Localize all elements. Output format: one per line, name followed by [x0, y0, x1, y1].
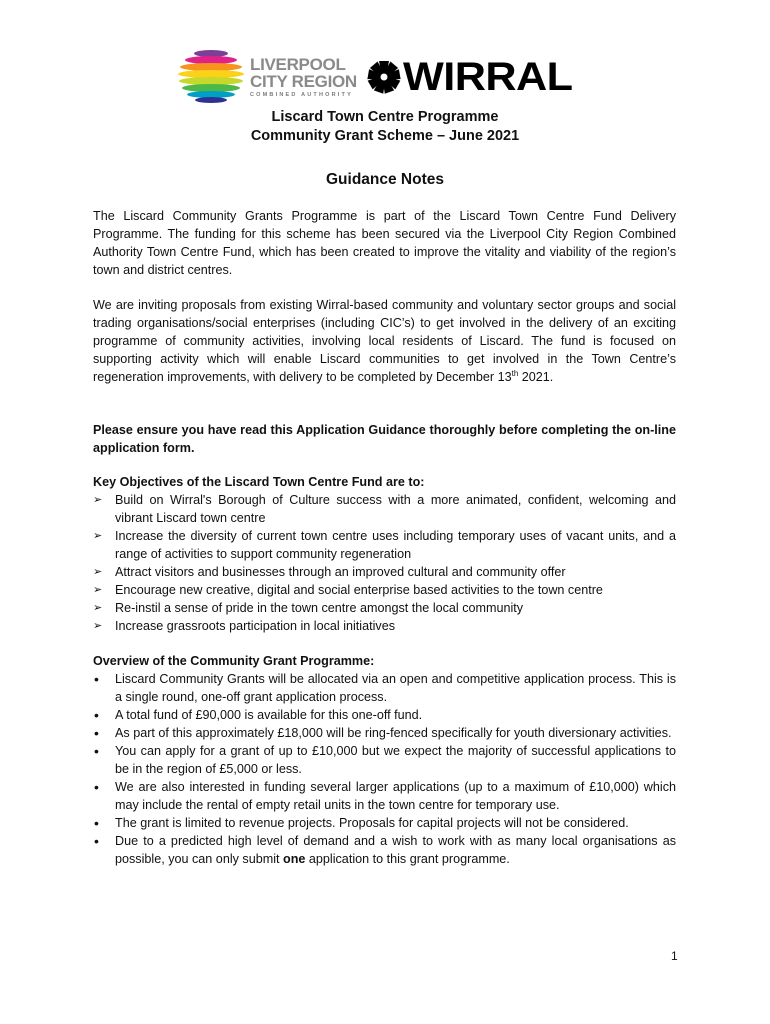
- list-item: [93, 563, 676, 581]
- ordinal-suffix: th: [511, 368, 519, 378]
- list-item-text-end: application to this grant programme.: [305, 852, 510, 866]
- arrow-bullet-icon: ➢: [93, 584, 103, 596]
- lcr-globe-logo-icon: [178, 49, 244, 105]
- key-objectives-heading: Key Objectives of the Liscard Town Centre Fund are to:: [93, 475, 425, 489]
- list-item-text: Increase the diversity of current town centre uses including temporary uses of vacant units, and a range of activities to support community regeneration: [115, 529, 676, 561]
- arrow-bullet-icon: ➢: [93, 494, 103, 506]
- bullet-icon: •: [94, 815, 99, 831]
- wirral-starburst-icon: [367, 60, 401, 94]
- bullet-icon: •: [94, 833, 99, 849]
- read-guidance-notice: Please ensure you have read this Application Guidance thoroughly before completing the on-line application form.: [93, 423, 676, 455]
- key-objectives-list: [93, 491, 676, 635]
- bullet-icon: •: [94, 671, 99, 687]
- header-logos: [178, 47, 573, 107]
- list-item-text: The grant is limited to revenue projects. Proposals for capital projects will not be considered.: [115, 816, 629, 830]
- arrow-bullet-icon: ➢: [93, 602, 103, 614]
- bullet-icon: •: [94, 743, 99, 759]
- list-item-text: Re-instil a sense of pride in the town centre amongst the local community: [115, 601, 524, 615]
- bullet-icon: •: [94, 707, 99, 723]
- list-item-text: Encourage new creative, digital and social enterprise based activities to the town centre: [115, 583, 603, 597]
- list-item: [93, 814, 676, 832]
- list-item-text: Build on Wirral's Borough of Culture success with a more animated, confident, welcoming and vibrant Liscard town centre: [115, 493, 676, 525]
- programme-overview-list: [93, 670, 676, 868]
- list-item-text: Increase grassroots participation in local initiatives: [115, 619, 395, 633]
- list-item-text: Attract visitors and businesses through an improved cultural and community offer: [115, 565, 566, 579]
- list-item: [93, 581, 676, 599]
- proposals-text: We are inviting proposals from existing Wirral-based community and voluntary sector groups and social trading organisations/social enterprises (including CIC’s) to get involved in the delivery of an exciting programme of community activities, involving local residents of Liscard. The fund is focused on supporting activity which will enable Liscard communities to get involved in the Town Centre’s regeneration improvements, with delivery to be completed by December 13: [93, 298, 676, 384]
- list-item: [93, 491, 676, 527]
- list-item-text: As part of this approximately £18,000 will be ring-fenced specifically for youth diversionary activities.: [115, 726, 672, 740]
- arrow-bullet-icon: ➢: [93, 530, 103, 542]
- list-item-text: You can apply for a grant of up to £10,000 but we expect the majority of successful applications to be in the region of £5,000 or less.: [115, 744, 676, 776]
- list-item: [93, 670, 676, 706]
- list-item: [93, 778, 676, 814]
- lcr-wordmark: [250, 56, 357, 99]
- list-item: [93, 742, 676, 778]
- bullet-icon: •: [94, 725, 99, 741]
- section-title-guidance-notes: Guidance Notes: [326, 171, 444, 188]
- list-item-text: A total fund of £90,000 is available for this one-off fund.: [115, 708, 423, 722]
- page-number: 1: [671, 949, 678, 963]
- intro-paragraph: The Liscard Community Grants Programme is part of the Liscard Town Centre Fund Delivery Programme. The funding for this scheme has been secured via the Liverpool City Region Combined Authority Town Centre Fund, which has been created to improve the vitality and viability of the region’s town and district centres.: [93, 209, 676, 277]
- title-line-1: Liscard Town Centre Programme: [271, 109, 499, 125]
- programme-overview-heading: Overview of the Community Grant Programme:: [93, 654, 375, 668]
- programme-overview-section: [93, 652, 676, 868]
- proposals-paragraph: [93, 296, 676, 386]
- list-item: [93, 724, 676, 742]
- wirral-wordmark: WIRRAL: [402, 54, 573, 99]
- list-item-text: Liscard Community Grants will be allocated via an open and competitive application process. This is a single round, one-off grant application process.: [115, 672, 676, 704]
- wirral-logo: [367, 54, 573, 100]
- list-item: [93, 599, 676, 617]
- arrow-bullet-icon: ➢: [93, 620, 103, 632]
- list-item: [93, 527, 676, 563]
- lcr-line-2: CITY REGION: [250, 71, 357, 91]
- list-item: [93, 706, 676, 724]
- list-item-text: We are also interested in funding several larger applications (up to a maximum of £10,000) which may include the rental of empty retail units in the town centre for temporary use.: [115, 780, 676, 812]
- bullet-icon: •: [94, 779, 99, 795]
- key-objectives-section: [93, 473, 676, 635]
- title-line-2: Community Grant Scheme – June 2021: [250, 128, 520, 144]
- list-item: [93, 832, 676, 868]
- lcr-line-3: COMBINED AUTHORITY: [250, 91, 353, 98]
- list-item: [93, 617, 676, 635]
- proposals-text-end: 2021.: [518, 370, 554, 384]
- arrow-bullet-icon: ➢: [93, 566, 103, 578]
- document-title: [0, 108, 770, 146]
- emphasis-one: one: [283, 852, 306, 866]
- list-item-text: Due to a predicted high level of demand and a wish to work with as many local organisations as possible, you can only submit: [115, 834, 676, 866]
- lcr-line-1: LIVERPOOL: [250, 54, 346, 74]
